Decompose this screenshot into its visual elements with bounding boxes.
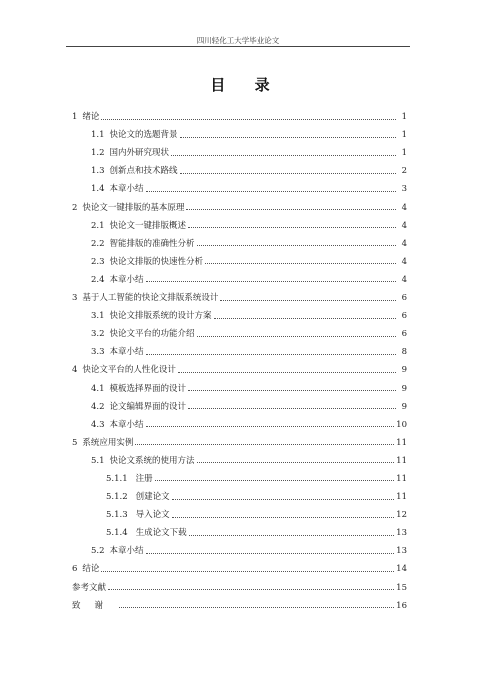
- toc-entry[interactable]: [72, 339, 407, 357]
- toc-entry-number: 4.3: [91, 419, 105, 430]
- dot-leader: [101, 119, 396, 120]
- toc-entry-page: 6: [401, 311, 407, 322]
- dot-leader: [180, 137, 396, 138]
- dot-leader: [197, 336, 396, 337]
- dot-leader: [188, 390, 396, 391]
- toc-entry-title: 本章小结: [109, 274, 144, 285]
- toc-entry-page: 6: [401, 329, 407, 340]
- toc-entry-number: 5.1.3: [106, 510, 128, 521]
- toc-entry-title: 快论文平台的人性化设计: [82, 365, 176, 376]
- toc-entry-page: 16: [396, 600, 407, 611]
- toc-entry[interactable]: [72, 158, 407, 176]
- toc-entry-page: 1: [401, 130, 407, 141]
- toc-entry-page: 4: [401, 238, 407, 249]
- toc-entry-page: 4: [401, 274, 407, 285]
- toc-entry-title: 导入论文: [135, 510, 170, 521]
- toc-entry-title: 系统应用实例: [82, 437, 134, 448]
- toc-entry-page: 9: [401, 365, 407, 376]
- dot-leader: [146, 354, 396, 355]
- dot-leader: [197, 462, 395, 463]
- dot-leader: [108, 589, 394, 590]
- toc-entry-page: 3: [401, 184, 407, 195]
- dot-leader: [180, 173, 396, 174]
- dot-leader: [188, 227, 396, 228]
- toc-entry[interactable]: [72, 466, 407, 484]
- toc-entry-page: 4: [401, 220, 407, 231]
- toc-entry-page: 11: [396, 473, 407, 484]
- toc-entry[interactable]: [72, 538, 407, 556]
- dot-leader: [189, 535, 395, 536]
- toc-entry-page: 11: [396, 455, 407, 466]
- toc-entry-page: 10: [396, 419, 407, 430]
- toc-entry-page: 14: [396, 564, 407, 575]
- dot-leader: [146, 553, 395, 554]
- toc-entry[interactable]: [72, 267, 407, 285]
- table-of-contents: [72, 104, 407, 611]
- toc-entry[interactable]: [72, 357, 407, 375]
- dot-leader: [146, 426, 395, 427]
- toc-entry-title: 快论文的选题背景: [109, 130, 178, 141]
- page-title: 目 录: [210, 76, 282, 94]
- toc-entry[interactable]: [72, 375, 407, 393]
- toc-entry[interactable]: [72, 556, 407, 574]
- toc-entry[interactable]: [72, 574, 407, 592]
- dot-leader: [119, 607, 394, 608]
- dot-leader: [214, 318, 396, 319]
- toc-entry-title: 论文编辑界面的设计: [109, 401, 187, 412]
- toc-entry-title: 快论文排版的快速性分析: [109, 256, 204, 267]
- toc-entry[interactable]: [72, 412, 407, 430]
- toc-entry[interactable]: [72, 520, 407, 538]
- toc-entry-page: 9: [401, 383, 407, 394]
- toc-entry-title: 快论文一键排版的基本原理: [82, 202, 185, 213]
- toc-entry-title: 参考文献: [72, 582, 107, 593]
- toc-entry-title: 智能排版的准确性分析: [109, 238, 195, 249]
- dot-leader: [146, 191, 396, 192]
- toc-entry-number: 1.4: [91, 184, 105, 195]
- toc-entry[interactable]: [72, 430, 407, 448]
- dot-leader: [197, 245, 396, 246]
- toc-entry[interactable]: [72, 194, 407, 212]
- toc-entry-number: 4: [72, 365, 78, 376]
- toc-entry-number: 3.3: [91, 347, 105, 358]
- toc-entry-title: 创新点和技术路线: [109, 166, 178, 177]
- toc-entry[interactable]: [72, 249, 407, 267]
- toc-entry-title: 快论文一键排版概述: [109, 220, 187, 231]
- dot-leader: [205, 263, 396, 264]
- toc-entry-page: 15: [396, 582, 407, 593]
- dot-leader: [146, 281, 396, 282]
- toc-entry[interactable]: [72, 484, 407, 502]
- toc-entry-number: 5.1.4: [106, 528, 128, 539]
- dot-leader: [101, 571, 394, 572]
- dot-leader: [155, 480, 395, 481]
- toc-entry-page: 12: [396, 510, 407, 521]
- toc-entry-number: 3.2: [91, 329, 105, 340]
- toc-entry-title: 快论文平台的功能介绍: [109, 329, 195, 340]
- toc-entry-number: 5.2: [91, 546, 105, 557]
- toc-entry-number: 1.2: [91, 148, 105, 159]
- toc-entry-title: 基于人工智能的快论文排版系统设计: [82, 293, 219, 304]
- toc-entry-number: 1.1: [91, 130, 105, 141]
- dot-leader: [178, 372, 396, 373]
- toc-entry[interactable]: [72, 213, 407, 231]
- dot-leader: [220, 300, 396, 301]
- toc-entry[interactable]: [72, 176, 407, 194]
- toc-entry-title: 绪论: [82, 112, 100, 123]
- header-rule: [66, 46, 410, 47]
- toc-entry-title: 本章小结: [109, 546, 144, 557]
- toc-entry[interactable]: [72, 321, 407, 339]
- toc-entry-title: 生成论文下载: [135, 528, 187, 539]
- toc-entry[interactable]: [72, 104, 407, 122]
- toc-entry-page: 1: [401, 148, 407, 159]
- toc-entry[interactable]: [72, 303, 407, 321]
- toc-entry-page: 11: [396, 492, 407, 503]
- toc-entry-title: 结论: [82, 564, 100, 575]
- toc-entry-page: 11: [396, 437, 407, 448]
- toc-entry-page: 4: [401, 202, 407, 213]
- toc-entry-title: 致谢: [72, 600, 118, 611]
- dot-leader: [135, 444, 394, 445]
- toc-entry-title: 本章小结: [109, 419, 144, 430]
- toc-entry[interactable]: [72, 593, 407, 611]
- toc-entry-page: 8: [401, 347, 407, 358]
- toc-entry-title: 快论文排版系统的设计方案: [109, 311, 212, 322]
- toc-entry-number: 5: [72, 437, 78, 448]
- toc-entry-number: 2: [72, 202, 78, 213]
- toc-entry-number: 2.4: [91, 274, 105, 285]
- toc-entry-number: 5.1.2: [106, 492, 128, 503]
- toc-entry[interactable]: [72, 122, 407, 140]
- toc-entry-page: 2: [401, 166, 407, 177]
- toc-entry-title: 国内外研究现状: [109, 148, 170, 159]
- toc-entry-number: 3: [72, 293, 78, 304]
- toc-entry-title: 本章小结: [109, 347, 144, 358]
- toc-entry-page: 13: [396, 546, 407, 557]
- toc-entry-title: 本章小结: [109, 184, 144, 195]
- toc-entry-number: 2.3: [91, 256, 105, 267]
- toc-entry-number: 1.3: [91, 166, 105, 177]
- toc-entry-number: 4.2: [91, 401, 105, 412]
- toc-entry[interactable]: [72, 285, 407, 303]
- dot-leader: [172, 499, 395, 500]
- toc-entry-page: 1: [401, 112, 407, 123]
- running-header: 四川轻化工大学毕业论文: [196, 36, 280, 45]
- toc-entry[interactable]: [72, 502, 407, 520]
- toc-entry[interactable]: [72, 140, 407, 158]
- dot-leader: [186, 209, 396, 210]
- toc-entry-number: 5.1: [91, 455, 105, 466]
- toc-entry-page: 4: [401, 256, 407, 267]
- dot-leader: [171, 155, 396, 156]
- toc-entry-number: 2.2: [91, 238, 105, 249]
- toc-entry-page: 9: [401, 401, 407, 412]
- toc-entry-title: 创建论文: [135, 492, 170, 503]
- toc-entry[interactable]: [72, 448, 407, 466]
- dot-leader: [188, 408, 396, 409]
- toc-entry-number: 2.1: [91, 220, 105, 231]
- toc-entry-number: 5.1.1: [106, 473, 128, 484]
- toc-entry[interactable]: [72, 231, 407, 249]
- toc-entry-title: 快论文系统的使用方法: [109, 455, 195, 466]
- toc-entry-page: 6: [401, 293, 407, 304]
- toc-entry-page: 13: [396, 528, 407, 539]
- toc-entry-number: 6: [72, 564, 78, 575]
- toc-entry-number: 3.1: [91, 311, 105, 322]
- toc-entry-number: 4.1: [91, 383, 105, 394]
- dot-leader: [172, 517, 395, 518]
- toc-entry-number: 1: [72, 112, 78, 123]
- toc-entry-title: 注册: [135, 473, 153, 484]
- toc-entry-title: 模板选择界面的设计: [109, 383, 187, 394]
- toc-entry[interactable]: [72, 394, 407, 412]
